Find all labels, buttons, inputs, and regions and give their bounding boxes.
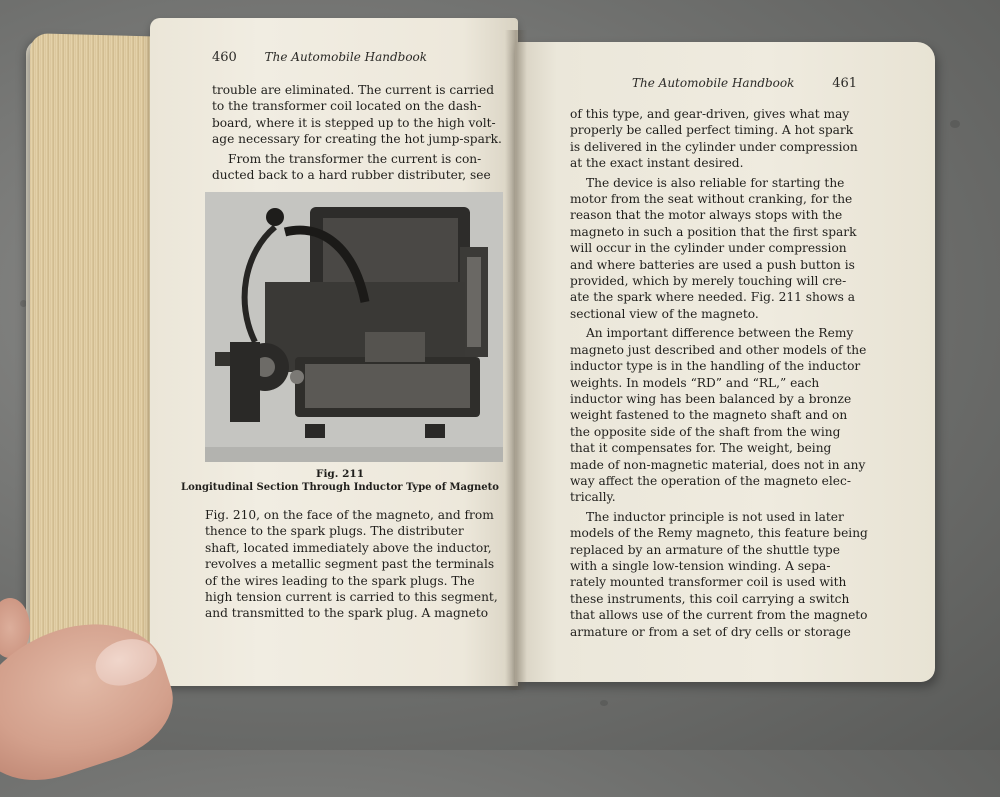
magneto-photo	[205, 192, 503, 462]
text-line: reason that the motor always stops with the	[570, 208, 843, 223]
right-page-header	[632, 76, 902, 91]
page-edges	[30, 33, 170, 672]
left-page-header	[212, 50, 502, 65]
text-line: and transmitted to the spark plug. A magneto	[205, 606, 489, 621]
left-running-title: The Automobile Handbook	[264, 50, 428, 64]
text-line: The device is also reliable for starting the	[586, 175, 845, 190]
text-line: thence to the spark plugs. The distributer	[205, 524, 464, 539]
figure-label: Fig. 211	[315, 468, 364, 480]
text-line: magneto just described and other models of the	[570, 342, 867, 357]
text-line: the opposite side of the shaft from the wing	[570, 424, 841, 439]
text-line: trically.	[570, 490, 616, 505]
text-line: ducted back to a hard rubber distributer, see	[212, 168, 491, 183]
text-line: that allows use of the current from the magneto	[570, 608, 868, 623]
text-line: of the wires leading to the spark plugs. The	[205, 573, 475, 588]
stone-speck	[950, 120, 960, 128]
text-line: rately mounted transformer coil is used with	[570, 575, 847, 590]
text-line: From the transformer the current is con-	[228, 151, 482, 166]
book-gutter	[505, 30, 527, 690]
figure-caption: Longitudinal Section Through Inductor Type of Magneto	[181, 482, 499, 493]
text-line: at the exact instant desired.	[570, 156, 744, 171]
text-line: way affect the operation of the magneto elec-	[570, 473, 851, 488]
text-line: replaced by an armature of the shuttle type	[570, 542, 840, 557]
left-page-number: 460	[212, 50, 237, 65]
right-running-title: The Automobile Handbook	[632, 76, 795, 90]
text-line: Fig. 210, on the face of the magneto, and from	[205, 508, 494, 522]
text-line: with a single low-tension winding. A sepa-	[570, 558, 831, 573]
text-line: provided, which by merely touching will cre-	[570, 274, 847, 289]
text-line: these instruments, this coil carrying a switch	[570, 591, 850, 606]
right-page-number: 461	[832, 76, 858, 91]
text-line: weights. In models “RD” and “RL,” each	[570, 375, 820, 390]
text-line: that it compensates for. The weight, being	[570, 441, 832, 456]
left-page-text-bottom	[205, 507, 501, 622]
text-line: will occur in the cylinder under compression	[570, 241, 847, 256]
text-line: high tension current is carried to this segment,	[205, 590, 498, 605]
text-line: is delivered in the cylinder under compression	[570, 139, 858, 154]
stone-speck	[600, 700, 608, 706]
text-line: made of non-magnetic material, does not in any	[570, 457, 866, 472]
text-line: age necessary for creating the hot jump-spark.	[212, 132, 502, 147]
text-line: ate the spark where needed. Fig. 211 shows a	[570, 290, 856, 305]
magneto-illustration	[205, 192, 503, 462]
text-line: motor from the seat without cranking, for the	[570, 192, 853, 207]
right-page-text	[570, 106, 868, 640]
text-line: The inductor principle is not used in later	[586, 509, 844, 524]
text-line: of this type, and gear-driven, gives what may	[570, 107, 850, 121]
text-line: revolves a metallic segment past the terminals	[205, 557, 495, 572]
text-line: armature or from a set of dry cells or storage	[570, 624, 851, 639]
text-line: inductor wing has been balanced by a bronze	[570, 391, 852, 406]
text-line: weight fastened to the magneto shaft and on	[570, 408, 848, 423]
text-line: magneto in such a position that the first spark	[570, 224, 857, 239]
text-line: trouble are eliminated. The current is carried	[212, 83, 495, 97]
text-line: and where batteries are used a push button is	[570, 257, 855, 272]
text-line: to the transformer coil located on the dash-	[212, 99, 482, 114]
text-line: board, where it is stepped up to the high volt-	[212, 115, 496, 130]
text-line: An important difference between the Remy	[586, 326, 854, 341]
text-line: models of the Remy magneto, this feature being	[570, 526, 868, 541]
text-line: properly be called perfect timing. A hot spark	[570, 123, 854, 138]
left-page-text-top	[212, 82, 502, 183]
text-line: inductor type is in the handling of the inductor	[570, 359, 861, 374]
text-line: sectional view of the magneto.	[570, 306, 759, 321]
text-line: shaft, located immediately above the inductor,	[205, 540, 492, 555]
